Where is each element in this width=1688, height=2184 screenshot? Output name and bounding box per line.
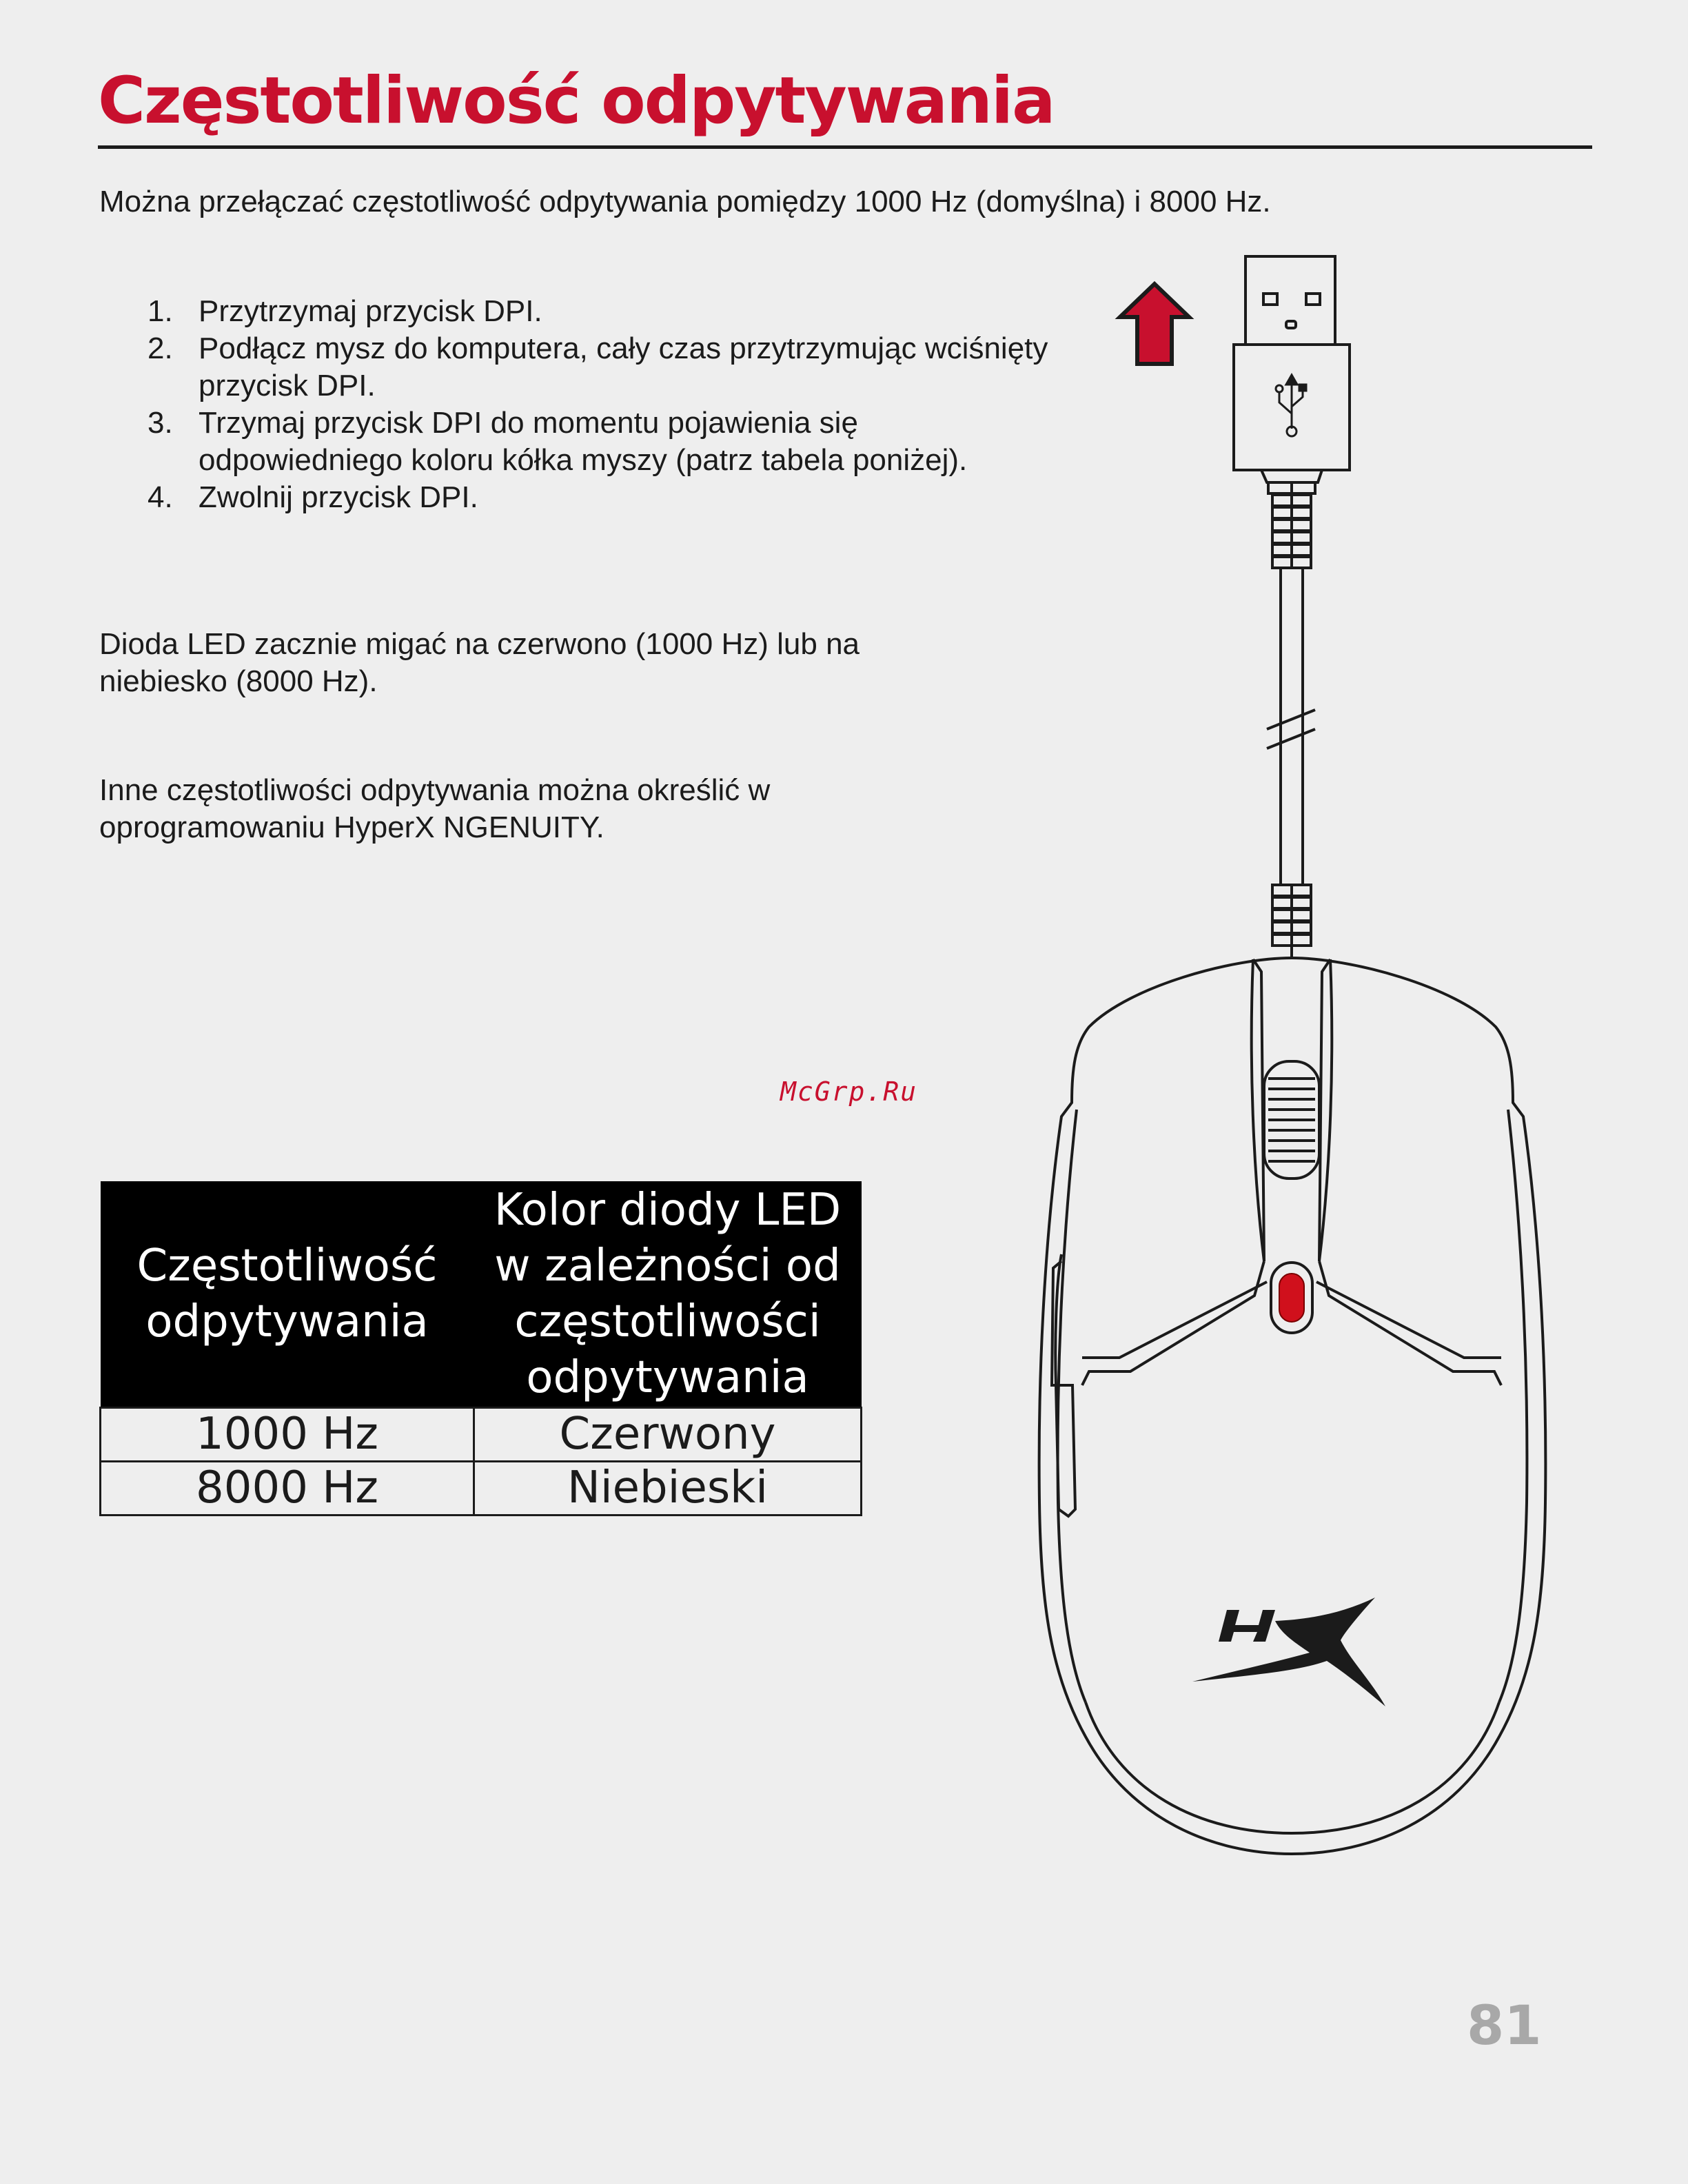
- step-number: 4.: [148, 480, 173, 514]
- watermark: McGrp.Ru: [780, 1076, 918, 1107]
- step-item: [99, 330, 1064, 405]
- cell-led-color: Niebieski: [474, 1462, 862, 1515]
- cell-frequency: 1000 Hz: [101, 1408, 474, 1462]
- page-number: 81: [1467, 1995, 1542, 2057]
- step-number: 3.: [148, 406, 173, 440]
- header-led-color: Kolor diody LED w zależności od częstotliwości odpytywania: [474, 1181, 862, 1408]
- page-title: Częstotliwość odpytywania: [98, 63, 1055, 139]
- step-text: Podłącz mysz do komputera, cały czas przytrzymując wciśnięty przycisk DPI.: [199, 331, 1048, 402]
- intro-text: Można przełączać częstotliwość odpytywania pomiędzy 1000 Hz (domyślna) i 8000 Hz.: [99, 185, 1271, 218]
- cell-led-color: Czerwony: [474, 1408, 862, 1462]
- polling-rate-table: [99, 1181, 862, 1516]
- step-number: 1.: [148, 294, 173, 328]
- table-row: [101, 1408, 862, 1462]
- step-item: [99, 479, 995, 516]
- table-header-row: [101, 1181, 862, 1408]
- header-frequency: Częstotliwość odpytywania: [101, 1181, 474, 1408]
- step-text: Trzymaj przycisk DPI do momentu pojawienia się odpowiedniego koloru kółka myszy (patrz tabela poniżej).: [199, 406, 968, 477]
- step-item: [99, 293, 995, 330]
- mouse-icon: [1039, 958, 1546, 1854]
- led-note: Dioda LED zacznie migać na czerwono (1000 Hz) lub na niebiesko (8000 Hz).: [99, 627, 860, 698]
- table-row: [101, 1462, 862, 1515]
- mouse-illustration: [1034, 248, 1675, 1916]
- step-text: Zwolnij przycisk DPI.: [199, 480, 478, 514]
- step-number: 2.: [148, 331, 173, 365]
- cell-frequency: 8000 Hz: [101, 1462, 474, 1515]
- usb-connector-icon: [1234, 256, 1350, 958]
- software-note: Inne częstotliwości odpytywania można określić w oprogramowaniu HyperX NGENUITY.: [99, 773, 771, 844]
- steps-list: [99, 293, 1048, 516]
- step-text: Przytrzymaj przycisk DPI.: [199, 294, 542, 328]
- title-divider: [98, 145, 1592, 149]
- step-item: [99, 405, 1012, 479]
- up-arrow-icon: [1120, 284, 1189, 364]
